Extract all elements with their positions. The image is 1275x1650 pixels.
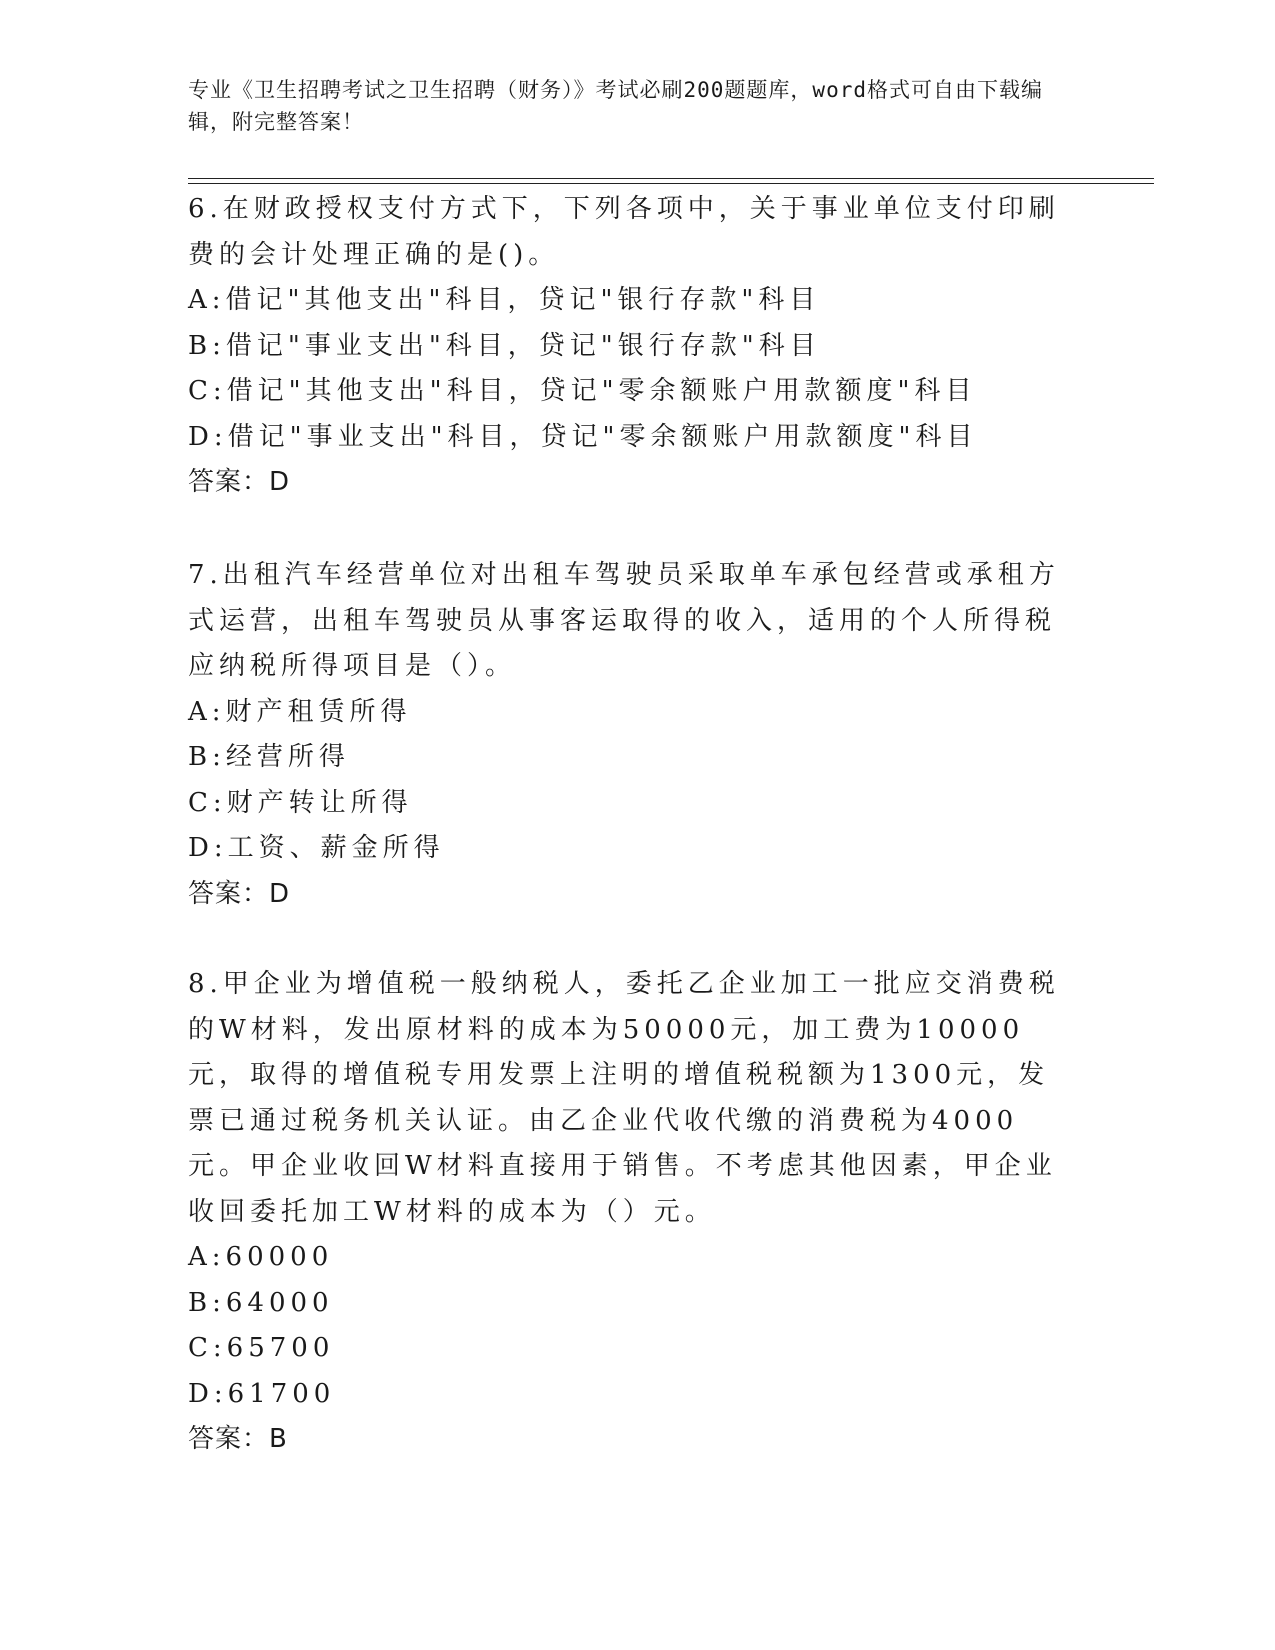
option-c: C:财产转让所得 bbox=[188, 787, 413, 818]
option-b: B:借记"事业支出"科目，贷记"银行存款"科目 bbox=[188, 330, 821, 361]
question-7 bbox=[188, 553, 1078, 917]
header-divider-top bbox=[188, 178, 1154, 179]
question-8 bbox=[188, 962, 1078, 1463]
answer: 答案：B bbox=[188, 1424, 288, 1454]
answer: 答案：D bbox=[188, 878, 291, 909]
option-d: D:61700 bbox=[188, 1378, 336, 1409]
option-a: A:借记"其他支出"科目，贷记"银行存款"科目 bbox=[188, 285, 821, 315]
document-header: 专业《卫生招聘考试之卫生招聘（财务）》考试必刷200题题库，word格式可自由下载编辑，附完整答案！ bbox=[188, 78, 1043, 134]
option-a: A:财产租赁所得 bbox=[188, 696, 412, 727]
question-stem: 7.出租汽车经营单位对出租车驾驶员采取单车承包经营或承租方式运营，出租车驾驶员从事客运取得的收入，适用的个人所得税应纳税所得项目是（）。 bbox=[188, 560, 1060, 681]
option-a: A:60000 bbox=[188, 1242, 334, 1272]
option-d: D:借记"事业支出"科目，贷记"零余额账户用款额度"科目 bbox=[188, 421, 978, 452]
question-stem: 8.甲企业为增值税一般纳税人，委托乙企业加工一批应交消费税的W材料，发出原材料的成本为50000元，加工费为10000元，取得的增值税专用发票上注明的增值税税额为1300元，发票已通过税务机关认证。由乙企业代收代缴的消费税为4000元。甲企业收回W材料直接用于销售。不考虑其他因素，甲企业收回委托加工W材料的成本为（）元。 bbox=[188, 969, 1060, 1227]
option-b: B:经营所得 bbox=[188, 742, 350, 772]
question-6 bbox=[188, 187, 1078, 506]
option-d: D:工资、薪金所得 bbox=[188, 833, 445, 863]
question-stem: 6.在财政授权支付方式下，下列各项中，关于事业单位支付印刷费的会计处理正确的是()。 bbox=[188, 194, 1060, 270]
option-c: C:65700 bbox=[188, 1333, 335, 1363]
option-c: C:借记"其他支出"科目，贷记"零余额账户用款额度"科目 bbox=[188, 376, 977, 406]
header-divider-bottom bbox=[188, 183, 1154, 184]
option-b: B:64000 bbox=[188, 1287, 334, 1318]
answer: 答案：D bbox=[188, 467, 291, 497]
